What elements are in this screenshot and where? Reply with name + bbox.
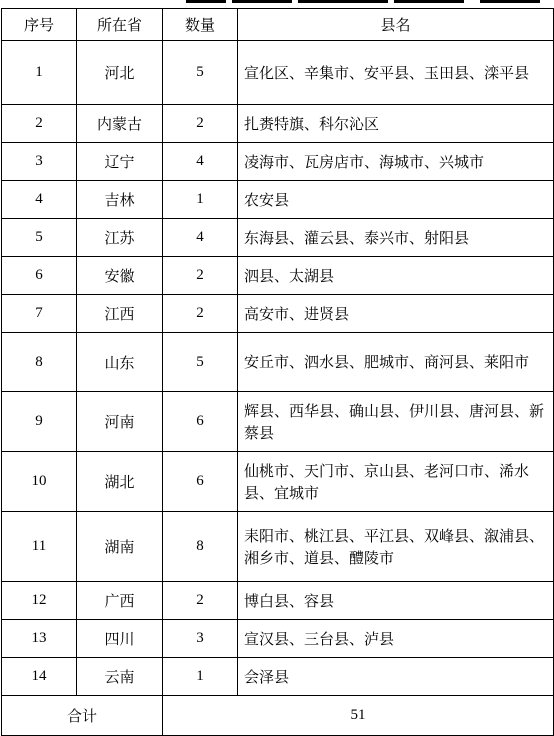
row-counties: 宣汉县、三台县、泸县 — [238, 620, 554, 658]
row-counties: 高安市、进贤县 — [238, 295, 554, 333]
row-count: 2 — [163, 105, 238, 143]
table-row — [2, 105, 554, 143]
row-province: 安徽 — [77, 257, 163, 295]
cropped-text-strip — [0, 0, 554, 6]
row-index: 13 — [2, 620, 77, 658]
row-count: 4 — [163, 219, 238, 257]
row-province: 河北 — [77, 41, 163, 105]
row-counties: 凌海市、瓦房店市、海城市、兴城市 — [238, 143, 554, 181]
total-value: 51 — [163, 696, 554, 736]
row-count: 2 — [163, 257, 238, 295]
row-index: 4 — [2, 181, 77, 219]
table-row — [2, 658, 554, 696]
row-counties: 泗县、太湖县 — [238, 257, 554, 295]
row-index: 3 — [2, 143, 77, 181]
table-row — [2, 452, 554, 512]
row-count: 3 — [163, 620, 238, 658]
row-index: 1 — [2, 41, 77, 105]
row-province: 云南 — [77, 658, 163, 696]
table-row — [2, 41, 554, 105]
row-province: 山东 — [77, 333, 163, 392]
row-index: 8 — [2, 333, 77, 392]
row-counties: 耒阳市、桃江县、平江县、双峰县、溆浦县、湘乡市、道县、醴陵市 — [238, 512, 554, 582]
table-row — [2, 181, 554, 219]
row-count: 4 — [163, 143, 238, 181]
row-counties: 农安县 — [238, 181, 554, 219]
row-index: 14 — [2, 658, 77, 696]
row-province: 辽宁 — [77, 143, 163, 181]
table-row — [2, 257, 554, 295]
row-province: 湖南 — [77, 512, 163, 582]
row-province: 广西 — [77, 582, 163, 620]
table-row — [2, 219, 554, 257]
header-province: 所在省 — [77, 9, 163, 41]
row-counties: 仙桃市、天门市、京山县、老河口市、浠水县、宜城市 — [238, 452, 554, 512]
row-index: 11 — [2, 512, 77, 582]
table-row — [2, 392, 554, 452]
row-province: 河南 — [77, 392, 163, 452]
row-counties: 东海县、灌云县、泰兴市、射阳县 — [238, 219, 554, 257]
row-count: 8 — [163, 512, 238, 582]
row-province: 江苏 — [77, 219, 163, 257]
row-count: 6 — [163, 392, 238, 452]
table-row — [2, 512, 554, 582]
row-counties: 博白县、容县 — [238, 582, 554, 620]
total-row — [2, 696, 554, 736]
row-province: 江西 — [77, 295, 163, 333]
header-row — [2, 9, 554, 41]
table-row — [2, 295, 554, 333]
row-index: 9 — [2, 392, 77, 452]
row-province: 内蒙古 — [77, 105, 163, 143]
row-counties: 会泽县 — [238, 658, 554, 696]
row-index: 10 — [2, 452, 77, 512]
table-row — [2, 620, 554, 658]
table-row — [2, 143, 554, 181]
table-row — [2, 333, 554, 392]
row-index: 5 — [2, 219, 77, 257]
header-counties: 县名 — [238, 9, 554, 41]
row-counties: 辉县、西华县、确山县、伊川县、唐河县、新蔡县 — [238, 392, 554, 452]
row-count: 2 — [163, 295, 238, 333]
row-counties: 宣化区、辛集市、安平县、玉田县、滦平县 — [238, 41, 554, 105]
row-count: 1 — [163, 658, 238, 696]
row-province: 湖北 — [77, 452, 163, 512]
row-counties: 安丘市、泗水县、肥城市、商河县、莱阳市 — [238, 333, 554, 392]
row-index: 2 — [2, 105, 77, 143]
row-count: 5 — [163, 41, 238, 105]
row-index: 12 — [2, 582, 77, 620]
row-count: 1 — [163, 181, 238, 219]
total-label: 合计 — [2, 696, 163, 736]
header-count: 数量 — [163, 9, 238, 41]
row-province: 吉林 — [77, 181, 163, 219]
row-counties: 扎赉特旗、科尔沁区 — [238, 105, 554, 143]
row-count: 5 — [163, 333, 238, 392]
header-index: 序号 — [2, 9, 77, 41]
row-count: 6 — [163, 452, 238, 512]
row-index: 7 — [2, 295, 77, 333]
row-province: 四川 — [77, 620, 163, 658]
row-index: 6 — [2, 257, 77, 295]
county-table — [1, 8, 554, 736]
row-count: 2 — [163, 582, 238, 620]
table-row — [2, 582, 554, 620]
